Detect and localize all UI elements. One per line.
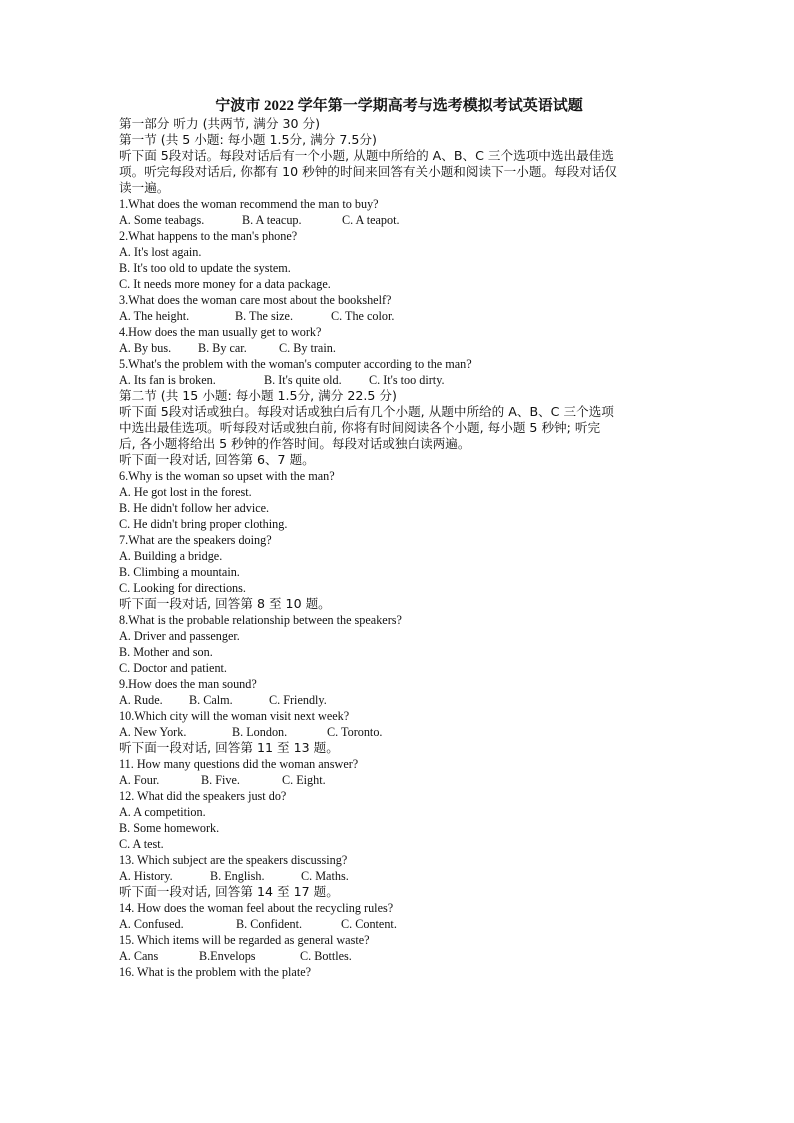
question-6-option-c: C. He didn't bring proper clothing. xyxy=(119,517,288,531)
option-a: A. Cans xyxy=(119,949,159,963)
question-10: 10.Which city will the woman visit next week? xyxy=(119,709,350,723)
question-9: 9.How does the man sound? xyxy=(119,677,257,691)
question-6-option-b: B. He didn't follow her advice. xyxy=(119,501,270,515)
question-12-option-b: B. Some homework. xyxy=(119,821,220,835)
section1-instruction-line: 项。听完每段对话后, 你都有 10 秒钟的时间来回答有关小题和阅读下一小题。每段对话仅 xyxy=(119,164,618,179)
question-13: 13. Which subject are the speakers discussing? xyxy=(119,853,348,867)
question-2-option-a: A. It's lost again. xyxy=(119,245,202,259)
option-b: B. The size. xyxy=(235,309,293,323)
exam-title: 宁波市 2022 学年第一学期高考与选考模拟考试英语试题 xyxy=(215,98,583,114)
option-b: B. Five. xyxy=(201,773,240,787)
question-7: 7.What are the speakers doing? xyxy=(119,533,272,547)
option-c: C. By train. xyxy=(279,341,336,355)
option-b: B.Envelops xyxy=(199,949,256,963)
exam-page xyxy=(119,96,679,980)
option-a: A. Its fan is broken. xyxy=(119,373,216,387)
question-7-option-b: B. Climbing a mountain. xyxy=(119,565,240,579)
question-14: 14. How does the woman feel about the recycling rules? xyxy=(119,901,394,915)
question-14-options xyxy=(119,916,679,932)
question-5-options xyxy=(119,372,679,388)
section2-header: 第二节 (共 15 小题: 每小题 1.5分, 满分 22.5 分) xyxy=(119,388,397,403)
option-c: C. Friendly. xyxy=(269,693,327,707)
option-c: C. Toronto. xyxy=(327,725,383,739)
question-12: 12. What did the speakers just do? xyxy=(119,789,287,803)
question-8: 8.What is the probable relationship between the speakers? xyxy=(119,613,402,627)
question-11: 11. How many questions did the woman answer? xyxy=(119,757,359,771)
section1-instruction-line: 听下面 5段对话。每段对话后有一个小题, 从题中所给的 A、B、C 三个选项中选出最佳选 xyxy=(119,148,614,163)
option-c: C. Content. xyxy=(341,917,397,931)
question-15-options xyxy=(119,948,679,964)
group-instruction: 听下面一段对话, 回答第 6、7 题。 xyxy=(119,452,315,467)
part1-header: 第一部分 听力 (共两节, 满分 30 分) xyxy=(119,116,320,131)
question-7-option-a: A. Building a bridge. xyxy=(119,549,223,563)
question-7-option-c: C. Looking for directions. xyxy=(119,581,246,595)
option-c: C. It's too dirty. xyxy=(369,373,445,387)
section1-instruction-line: 读一遍。 xyxy=(119,180,170,195)
option-b: B. It's quite old. xyxy=(264,373,342,387)
option-a: A. Rude. xyxy=(119,693,163,707)
option-c: C. Eight. xyxy=(282,773,326,787)
option-a: A. Four. xyxy=(119,773,160,787)
option-b: B. London. xyxy=(232,725,288,739)
question-12-option-a: A. A competition. xyxy=(119,805,206,819)
group-instruction: 听下面一段对话, 回答第 14 至 17 题。 xyxy=(119,884,339,899)
group-instruction: 听下面一段对话, 回答第 11 至 13 题。 xyxy=(119,740,339,755)
option-c: C. The color. xyxy=(331,309,395,323)
question-6: 6.Why is the woman so upset with the man? xyxy=(119,469,335,483)
option-c: C. Maths. xyxy=(301,869,349,883)
option-b: B. Confident. xyxy=(236,917,303,931)
section2-instruction-line: 后, 各小题将给出 5 秒钟的作答时间。每段对话或独白读两遍。 xyxy=(119,436,471,451)
question-6-option-a: A. He got lost in the forest. xyxy=(119,485,252,499)
question-8-option-a: A. Driver and passenger. xyxy=(119,629,240,643)
question-16: 16. What is the problem with the plate? xyxy=(119,965,312,979)
question-3-options xyxy=(119,308,679,324)
question-4-options xyxy=(119,340,679,356)
question-8-option-c: C. Doctor and patient. xyxy=(119,661,227,675)
question-15: 15. Which items will be regarded as general waste? xyxy=(119,933,370,947)
question-13-options xyxy=(119,868,679,884)
option-a: A. History. xyxy=(119,869,173,883)
question-3: 3.What does the woman care most about the bookshelf? xyxy=(119,293,392,307)
option-b: B. Calm. xyxy=(189,693,233,707)
question-2-option-c: C. It needs more money for a data package. xyxy=(119,277,331,291)
option-c: C. Bottles. xyxy=(300,949,352,963)
question-4: 4.How does the man usually get to work? xyxy=(119,325,322,339)
question-12-option-c: C. A test. xyxy=(119,837,164,851)
question-10-options xyxy=(119,724,679,740)
section2-instruction-line: 中选出最佳选项。听每段对话或独白前, 你将有时间阅读各个小题, 每小题 5 秒钟; 听完 xyxy=(119,420,601,435)
option-a: A. Some teabags. xyxy=(119,213,205,227)
question-11-options xyxy=(119,772,679,788)
question-9-options xyxy=(119,692,679,708)
option-b: B. A teacup. xyxy=(242,213,302,227)
question-2-option-b: B. It's too old to update the system. xyxy=(119,261,291,275)
option-c: C. A teapot. xyxy=(342,213,400,227)
option-b: B. English. xyxy=(210,869,265,883)
option-a: A. The height. xyxy=(119,309,190,323)
option-a: A. New York. xyxy=(119,725,187,739)
question-2: 2.What happens to the man's phone? xyxy=(119,229,298,243)
question-1: 1.What does the woman recommend the man to buy? xyxy=(119,197,379,211)
question-1-options xyxy=(119,212,679,228)
group-instruction: 听下面一段对话, 回答第 8 至 10 题。 xyxy=(119,596,331,611)
option-a: A. By bus. xyxy=(119,341,172,355)
option-a: A. Confused. xyxy=(119,917,184,931)
question-8-option-b: B. Mother and son. xyxy=(119,645,213,659)
option-b: B. By car. xyxy=(198,341,247,355)
question-5: 5.What's the problem with the woman's computer according to the man? xyxy=(119,357,472,371)
section1-header: 第一节 (共 5 小题: 每小题 1.5分, 满分 7.5分) xyxy=(119,132,377,147)
section2-instruction-line: 听下面 5段对话或独白。每段对话或独白后有几个小题, 从题中所给的 A、B、C 三个选项 xyxy=(119,404,614,419)
